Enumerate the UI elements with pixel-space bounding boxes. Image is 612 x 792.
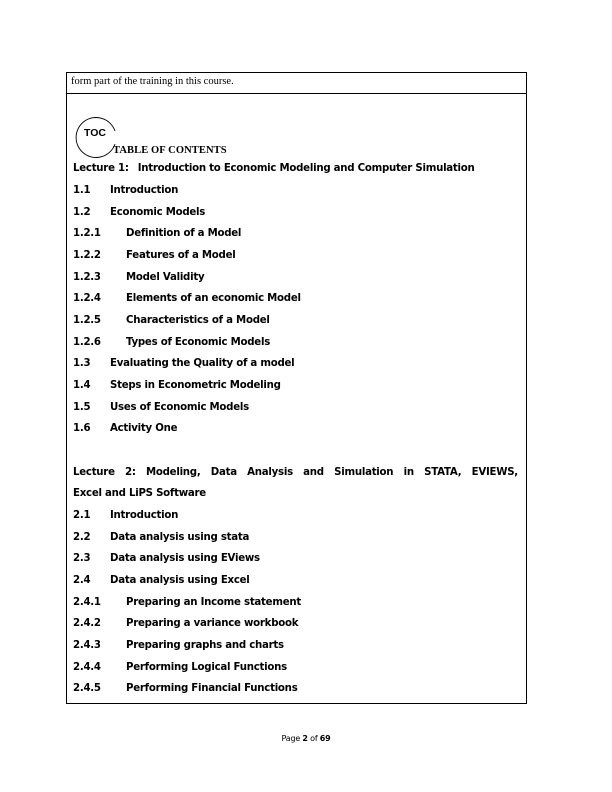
document-frame — [66, 72, 527, 704]
toc-entry[interactable]: 2.4.5 Performing Financial Functions — [73, 683, 298, 694]
toc-entry[interactable]: 2.3 Data analysis using EViews — [73, 553, 260, 564]
toc-entry[interactable]: 2.2 Data analysis using stata — [73, 532, 250, 543]
toc-title: TABLE OF CONTENTS — [113, 145, 227, 156]
toc-lecture-2-line-1[interactable]: Lecture 2: Modeling, Data Analysis and Simulation in STATA, EVIEWS, — [73, 467, 518, 478]
toc-entry[interactable]: 1.2.4 Elements of an economic Model — [73, 293, 301, 304]
toc-entry[interactable]: 2.1 Introduction — [73, 510, 179, 521]
toc-entry[interactable]: 2.4.1 Preparing an Income statement — [73, 597, 301, 608]
toc-badge — [75, 116, 115, 156]
toc-lecture-1[interactable] — [73, 163, 518, 174]
lecture-number: Lecture 1: — [73, 163, 129, 174]
toc-entry[interactable]: 1.2.3 Model Validity — [73, 272, 205, 283]
toc-entry[interactable]: 2.4.2 Preparing a variance workbook — [73, 618, 299, 629]
toc-badge-label: TOC — [84, 127, 106, 139]
toc-entry[interactable]: 1.2.2 Features of a Model — [73, 250, 236, 261]
toc-lecture-2-line-2[interactable]: Excel and LiPS Software — [73, 488, 206, 499]
toc-entry[interactable]: 1.1 Introduction — [73, 185, 179, 196]
toc-entry[interactable]: 1.5 Uses of Economic Models — [73, 402, 249, 413]
toc-entry[interactable]: 1.2 Economic Models — [73, 207, 206, 218]
current-page: 2 — [302, 734, 308, 743]
toc-entry[interactable]: 2.4.4 Performing Logical Functions — [73, 662, 287, 673]
toc-entry[interactable]: 1.6 Activity One — [73, 423, 178, 434]
toc-entry[interactable]: 2.4 Data analysis using Excel — [73, 575, 250, 586]
intro-text: form part of the training in this course. — [67, 73, 526, 94]
toc-entry[interactable]: 1.2.5 Characteristics of a Model — [73, 315, 270, 326]
toc-entry[interactable]: 1.4 Steps in Econometric Modeling — [73, 380, 281, 391]
toc-entry[interactable]: 1.2.6 Types of Economic Models — [73, 337, 271, 348]
page-footer: Page 2 of 69 — [281, 734, 331, 743]
toc-entry[interactable]: 1.3 Evaluating the Quality of a model — [73, 358, 295, 369]
toc-entry[interactable]: 2.4.3 Preparing graphs and charts — [73, 640, 284, 651]
toc-entry[interactable]: 1.2.1 Definition of a Model — [73, 228, 242, 239]
total-pages: 69 — [319, 734, 331, 743]
lecture-title: Introduction to Economic Modeling and Computer Simulation — [137, 163, 475, 174]
